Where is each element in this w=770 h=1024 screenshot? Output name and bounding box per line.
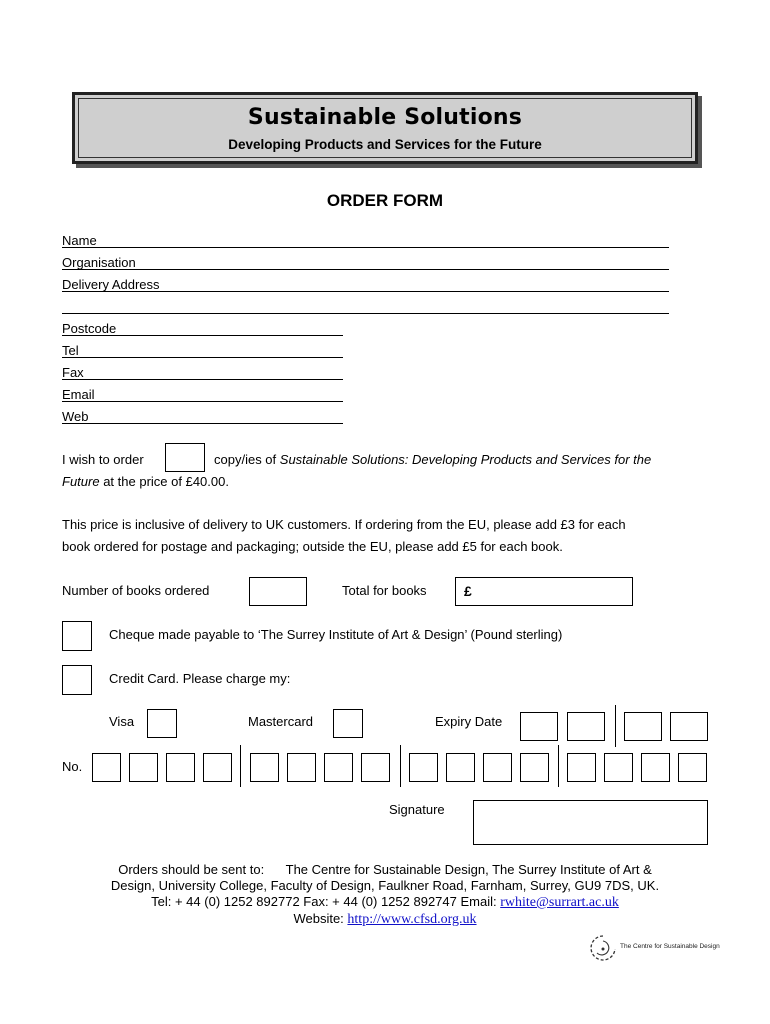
footer-line4: [40, 911, 730, 928]
credit-card-label: Credit Card. Please charge my:: [109, 671, 291, 686]
mastercard-label: Mastercard: [248, 714, 314, 729]
visa-checkbox[interactable]: [147, 709, 177, 738]
order-prefix: I wish to order: [62, 452, 144, 467]
card-number-label: No.: [62, 759, 83, 774]
card-group-separator-2: [400, 745, 401, 787]
currency-symbol: £: [464, 583, 472, 599]
web-field[interactable]: [62, 423, 343, 424]
footer-website-label: Website:: [293, 911, 344, 926]
cheque-label: Cheque made payable to ‘The Surrey Institute of Art & Design’ (Pound sterling): [109, 627, 563, 642]
expiry-digit-2[interactable]: [567, 712, 605, 741]
expiry-date-label: Expiry Date: [435, 714, 503, 729]
card-digit-12[interactable]: [520, 753, 549, 782]
footer-centre-name: The Centre for Sustainable Design, The Surrey Institute of Art &: [285, 862, 652, 877]
card-digit-14[interactable]: [604, 753, 633, 782]
visa-label: Visa: [109, 714, 135, 729]
expiry-digit-1[interactable]: [520, 712, 558, 741]
card-digit-15[interactable]: [641, 753, 670, 782]
card-digit-3[interactable]: [166, 753, 195, 782]
total-books-label: Total for books: [342, 583, 427, 598]
footer-tel-fax: Tel: + 44 (0) 1252 892772 Fax: + 44 (0) 1252 892747 Email:: [151, 894, 497, 909]
cheque-checkbox[interactable]: [62, 621, 92, 651]
header-title: Sustainable Solutions: [247, 105, 523, 130]
card-digit-5[interactable]: [250, 753, 279, 782]
card-digit-10[interactable]: [446, 753, 475, 782]
email-field[interactable]: [62, 401, 343, 402]
mastercard-checkbox[interactable]: [333, 709, 363, 738]
order-sentence: [214, 449, 651, 471]
card-digit-9[interactable]: [409, 753, 438, 782]
credit-card-checkbox[interactable]: [62, 665, 92, 695]
card-digit-6[interactable]: [287, 753, 316, 782]
signature-label: Signature: [389, 802, 445, 817]
price-text: at the price of £40.00.: [103, 474, 229, 489]
fax-field[interactable]: [62, 379, 343, 380]
header-banner-inner: [78, 98, 692, 158]
card-digit-4[interactable]: [203, 753, 232, 782]
organisation-field[interactable]: [62, 269, 669, 270]
card-digit-1[interactable]: [92, 753, 121, 782]
postcode-label: Postcode: [62, 321, 117, 336]
header-subtitle: Developing Products and Services for the Future: [228, 137, 542, 152]
card-group-separator-3: [558, 745, 559, 787]
footer-line3: [40, 894, 730, 911]
book-title-part2: Future: [62, 474, 100, 489]
card-digit-7[interactable]: [324, 753, 353, 782]
footer-send-to: Orders should be sent to:: [118, 862, 265, 877]
name-label: Name: [62, 233, 97, 248]
fax-label: Fax: [62, 365, 84, 380]
cfsd-logo: [588, 933, 718, 967]
footer-line2: Design, University College, Faculty of Design, Faulkner Road, Farnham, Surrey, GU9 7DS, UK.: [110, 878, 660, 893]
delivery-address-label: Delivery Address: [62, 277, 160, 292]
header-banner: [72, 92, 698, 164]
email-label: Email: [62, 387, 95, 402]
postcode-field[interactable]: [62, 335, 343, 336]
signature-box[interactable]: [473, 800, 708, 845]
delivery-address-field[interactable]: [62, 291, 669, 292]
order-mid-text: copy/ies of: [214, 452, 277, 467]
cfsd-logo-icon: [588, 933, 618, 967]
card-group-separator-1: [240, 745, 241, 787]
tel-field[interactable]: [62, 357, 343, 358]
form-title: ORDER FORM: [326, 191, 444, 210]
card-digit-13[interactable]: [567, 753, 596, 782]
expiry-digit-4[interactable]: [670, 712, 708, 741]
price-note-line2: book ordered for postage and packaging; outside the EU, please add £5 for each book.: [62, 539, 563, 554]
cfsd-logo-text: The Centre for Sustainable Design: [620, 943, 720, 950]
total-books-box[interactable]: [455, 577, 633, 606]
order-sentence-line2: [62, 471, 229, 493]
card-digit-11[interactable]: [483, 753, 512, 782]
tel-label: Tel: [62, 343, 79, 358]
footer-address: [40, 862, 730, 928]
delivery-address-field-line2[interactable]: [62, 313, 669, 314]
name-field[interactable]: [62, 247, 669, 248]
card-digit-16[interactable]: [678, 753, 707, 782]
web-label: Web: [62, 409, 89, 424]
books-ordered-label: Number of books ordered: [62, 583, 210, 598]
organisation-label: Organisation: [62, 255, 136, 270]
price-note-line1: This price is inclusive of delivery to UK customers. If ordering from the EU, please add £3 for each: [62, 517, 626, 532]
expiry-separator: [615, 705, 616, 747]
books-ordered-box[interactable]: [249, 577, 307, 606]
expiry-digit-3[interactable]: [624, 712, 662, 741]
footer-email-link[interactable]: rwhite@surrart.ac.uk: [500, 895, 619, 910]
card-digit-8[interactable]: [361, 753, 390, 782]
copies-quantity-box[interactable]: [165, 443, 205, 472]
card-digit-2[interactable]: [129, 753, 158, 782]
footer-line1: [40, 862, 730, 878]
book-title-part1: Sustainable Solutions: Developing Products and Services for the: [279, 452, 652, 467]
footer-website-link[interactable]: http://www.cfsd.org.uk: [347, 912, 477, 927]
